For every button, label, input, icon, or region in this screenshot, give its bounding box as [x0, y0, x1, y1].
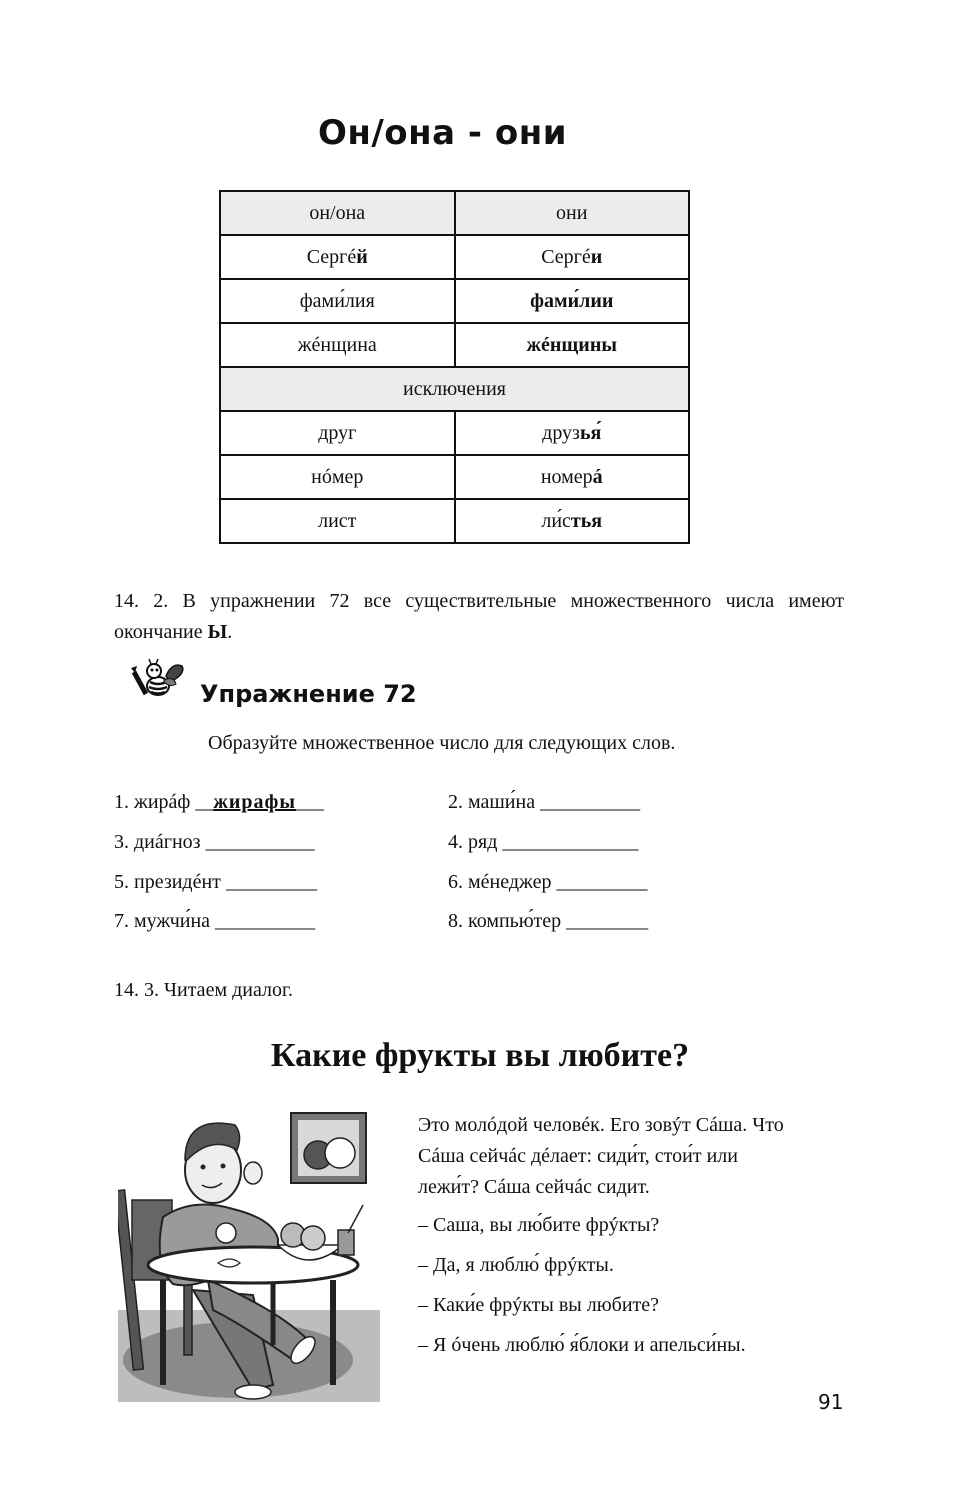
answer-blank[interactable]: _________: [566, 910, 648, 932]
ending-letter: Ы: [207, 621, 228, 643]
dialog-line-4: – Я óчень люблю́ я́блоки и апельси́ны.: [418, 1334, 746, 1356]
table-row: [220, 279, 689, 323]
answer-blank[interactable]: ___________: [540, 791, 640, 813]
exercise-item-1: 1. жирáф __жирафы___: [114, 791, 323, 813]
singular-cell: жéнщина: [220, 323, 455, 367]
exercise-item-4: 4. ряд _______________: [448, 831, 638, 853]
bee-pencil-icon: [128, 658, 186, 700]
table-row: [220, 455, 689, 499]
singular-cell: друг: [220, 411, 455, 455]
exercise-item-7: 7. мужчи́на ___________: [114, 910, 315, 932]
exercise-item-3: 3. диáгноз ____________: [114, 831, 314, 853]
answer-blank[interactable]: __________: [556, 871, 647, 893]
singular-cell: Сергéй: [220, 235, 455, 279]
column-header-singular: он/она: [220, 191, 455, 235]
section-14-3-text: 14. 3. Читаем диалог.: [114, 979, 293, 1001]
plural-cell: ли́стья: [455, 499, 690, 543]
exercise-title: Упражнение 72: [200, 680, 417, 708]
exercise-item-8: 8. компью́тер _________: [448, 910, 648, 932]
answer-text[interactable]: жирафы: [213, 791, 296, 813]
dialog-line-3: – Каки́е фрýкты вы любите?: [418, 1294, 660, 1316]
singular-cell: фами́лия: [220, 279, 455, 323]
section-14-2-text: 14. 2. В упражнении 72 все существительные множественного числа имеют окончание Ы.: [114, 590, 844, 643]
column-header-plural: они: [455, 191, 690, 235]
exceptions-label: исключения: [220, 367, 689, 411]
dialog-title: Какие фрукты вы любите?: [270, 1037, 690, 1074]
plural-cell: Сергéи: [455, 235, 690, 279]
dialog-line-1: – Саша, вы лю́бите фрýкты?: [418, 1214, 660, 1236]
singular-cell: нóмер: [220, 455, 455, 499]
dialog-intro: Это молóдой человéк. Его зовýт Сáша. Что Сáша сейчáс дéлает: сиди́т, стои́т или лежи́т? Сáша сейчáс сидит.: [418, 1114, 784, 1198]
exercise-item-6: 6. мéнеджер __________: [448, 871, 647, 893]
plural-cell: друзья́: [455, 411, 690, 455]
exercise-item-5: 5. президéнт __________: [114, 871, 316, 893]
dialog-line-2: – Да, я люблю́ фрýкты.: [418, 1254, 614, 1276]
singular-cell: лист: [220, 499, 455, 543]
exercise-item-2: 2. маши́на ___________: [448, 791, 640, 813]
exercise-instruction: Образуйте множественное число для следующих слов.: [208, 732, 676, 754]
young-man-eating-fruit-illustration: [118, 1105, 380, 1402]
answer-blank[interactable]: ____________: [205, 831, 314, 853]
exceptions-row: [220, 367, 689, 411]
answer-blank[interactable]: ___________: [215, 910, 315, 932]
plural-cell: фами́лии: [455, 279, 690, 323]
answer-blank[interactable]: __________: [225, 871, 316, 893]
answer-blank[interactable]: _______________: [502, 831, 638, 853]
plural-cell: жéнщины: [455, 323, 690, 367]
page-title: Он/она - они: [317, 113, 568, 153]
table-row: [220, 323, 689, 367]
table-row: [220, 499, 689, 543]
table-row: [220, 235, 689, 279]
page-number: 91: [818, 1390, 844, 1414]
table-row: [220, 411, 689, 455]
table-header-row: [220, 191, 689, 235]
plural-cell: номерá: [455, 455, 690, 499]
singular-plural-table: [219, 190, 690, 544]
